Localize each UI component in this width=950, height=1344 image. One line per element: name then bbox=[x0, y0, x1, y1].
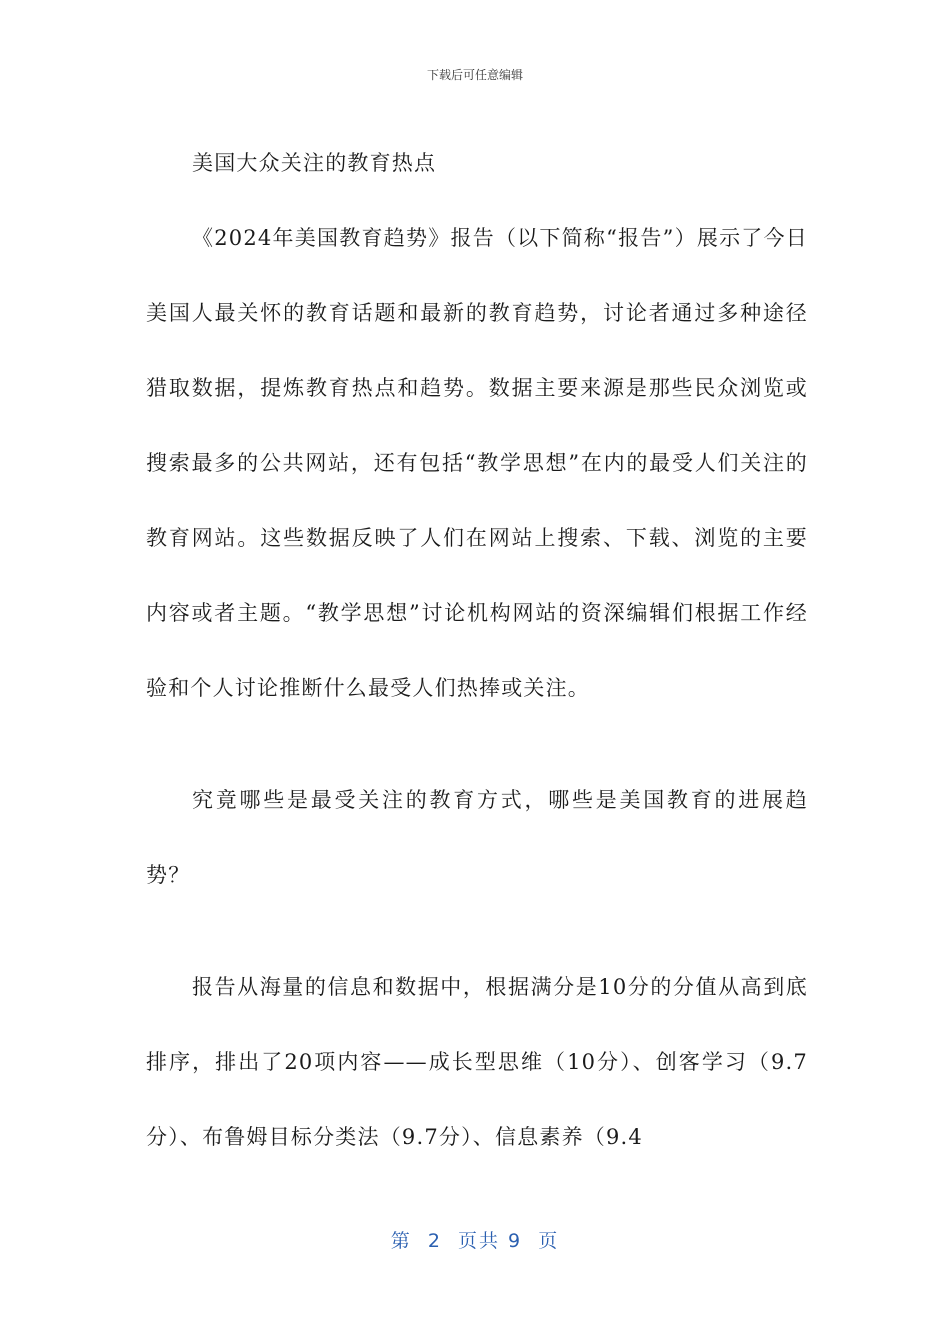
paragraph-report-intro: 《2024年美国教育趋势》报告（以下简称“报告”）展示了今日美国人最关怀的教育话题和最新的教育趋势，讨论者通过多种途径猎取数据，提炼教育热点和趋势。数据主要来源是那些民众浏览或搜索最多的公共网站，还有包括“教学思想”在内的最受人们关注的教育网站。这些数据反映了人们在网站上搜索、下载、浏览的主要内容或者主题。“教学思想”讨论机构网站的资深编辑们根据工作经验和个人讨论推断什么最受人们热捧或关注。 bbox=[146, 226, 808, 700]
page-header-note: 下载后可任意编辑 bbox=[426, 68, 523, 82]
page-number: 第 2 页共 9 页 bbox=[390, 1230, 560, 1252]
paragraph-ranking: 报告从海量的信息和数据中，根据满分是10分的分值从高到底排序，排出了20项内容——成长型思维（10分）、创客学习（9.7分）、布鲁姆目标分类法（9.7分）、信息素养（9.4 bbox=[146, 975, 808, 1149]
document-body bbox=[146, 126, 808, 1212]
document-title: 美国大众关注的教育热点 bbox=[192, 151, 437, 175]
paragraph-question: 究竟哪些是最受关注的教育方式，哪些是美国教育的进展趋势？ bbox=[146, 788, 808, 887]
